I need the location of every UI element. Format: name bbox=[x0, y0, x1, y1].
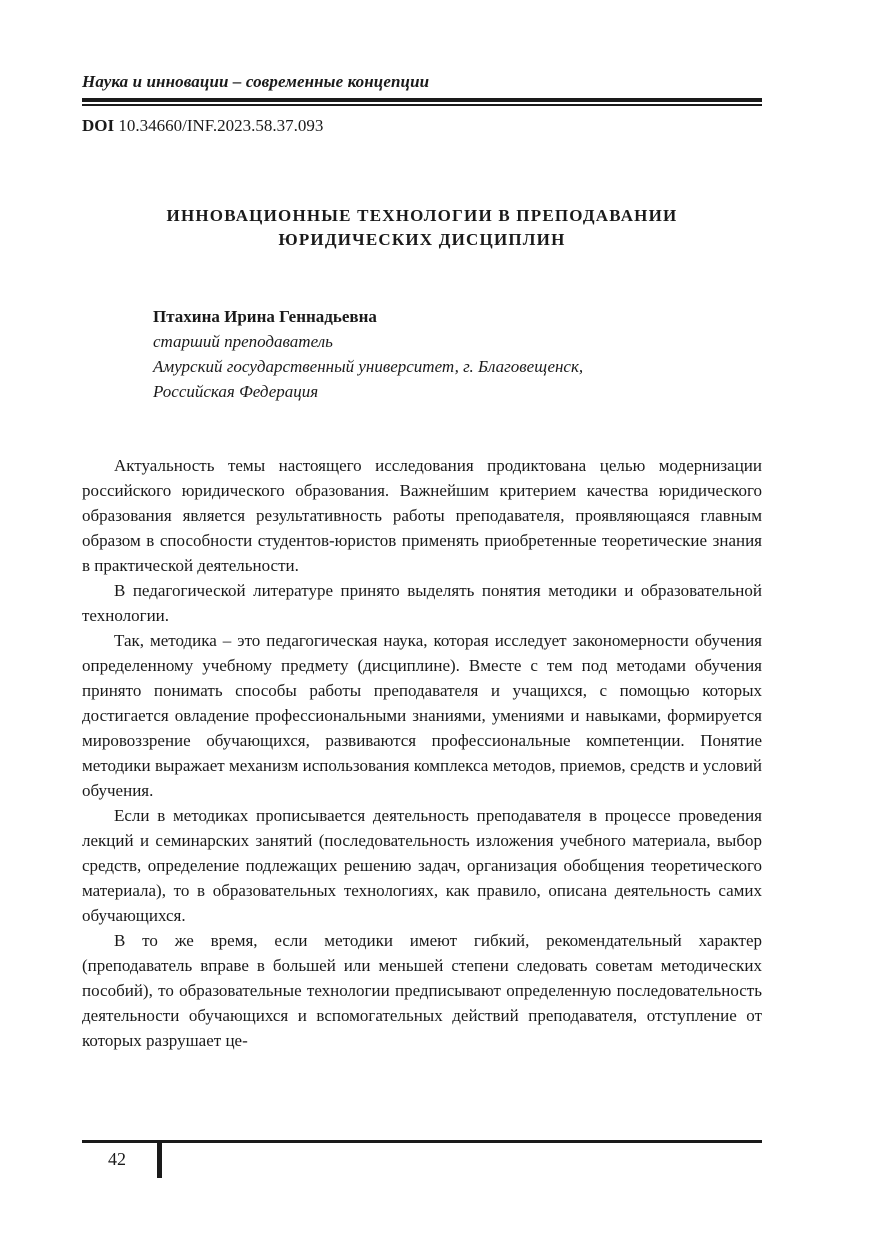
doi-value: 10.34660/INF.2023.58.37.093 bbox=[118, 116, 324, 135]
author-name: Птахина Ирина Геннадьевна bbox=[153, 307, 377, 326]
author-block bbox=[153, 304, 753, 404]
article-body bbox=[82, 453, 762, 1053]
article-title-line-2: ЮРИДИЧЕСКИХ ДИСЦИПЛИН bbox=[278, 230, 566, 249]
author-country: Российская Федерация bbox=[153, 382, 319, 401]
author-affiliation: Амурский государственный университет, г. Благовещенск, bbox=[153, 357, 584, 376]
body-paragraph: Если в методиках прописывается деятельность преподавателя в процессе проведения лекций и семинарских занятий (последовательность изложения учебного материала, выбор средств, определение подлежащих решению задач, организация обобщения теоретического материала), то в образовательных технологиях, как правило, описана деятельность самих обучающихся. bbox=[82, 806, 762, 925]
article-title-line-1: ИННОВАЦИОННЫЕ ТЕХНОЛОГИИ В ПРЕПОДАВАНИИ bbox=[166, 206, 678, 225]
running-title: Наука и инновации – современные концепции bbox=[82, 72, 430, 91]
page-number: 42 bbox=[108, 1149, 126, 1169]
doi-label: DOI bbox=[82, 116, 115, 135]
body-paragraph: Так, методика – это педагогическая наука, которая исследует закономерности обучения определенному учебному предмету (дисциплине). Вместе с тем под методами обучения принято понимать способы работы преподавателя и учащихся, с помощью которых достигается овладение профессиональными знаниями, умениями и навыками, формируется мировоззрение обучающихся, развиваются профессиональные компетенции. Понятие методики выражает механизм использования комплекса методов, приемов, средств и условий обучения. bbox=[82, 631, 762, 800]
doi-line bbox=[82, 116, 323, 136]
body-paragraph: Актуальность темы настоящего исследования продиктована целью модернизации российского юридического образования. Важнейшим критерием качества юридического образования является результативность работы преподавателя, проявляющаяся главным образом в способности студентов-юристов применять приобретенные теоретические знания в практической деятельности. bbox=[82, 456, 762, 575]
header-rule-thin bbox=[82, 104, 762, 106]
article-title bbox=[82, 204, 762, 252]
body-paragraph: В то же время, если методики имеют гибкий, рекомендательный характер (преподаватель вправе в большей или меньшей степени следовать советам методических пособий), то образовательные технологии предписывают определенную последовательность деятельности обучающихся и вспомогательных действий преподавателя, отступление от которых разрушает це- bbox=[82, 931, 762, 1050]
header-rule-thick bbox=[82, 98, 762, 102]
footer-rule bbox=[82, 1140, 762, 1143]
footer-bar bbox=[157, 1140, 162, 1178]
body-paragraph: В педагогической литературе принято выделять понятия методики и образовательной технологии. bbox=[82, 581, 762, 625]
author-position: старший преподаватель bbox=[153, 332, 333, 351]
